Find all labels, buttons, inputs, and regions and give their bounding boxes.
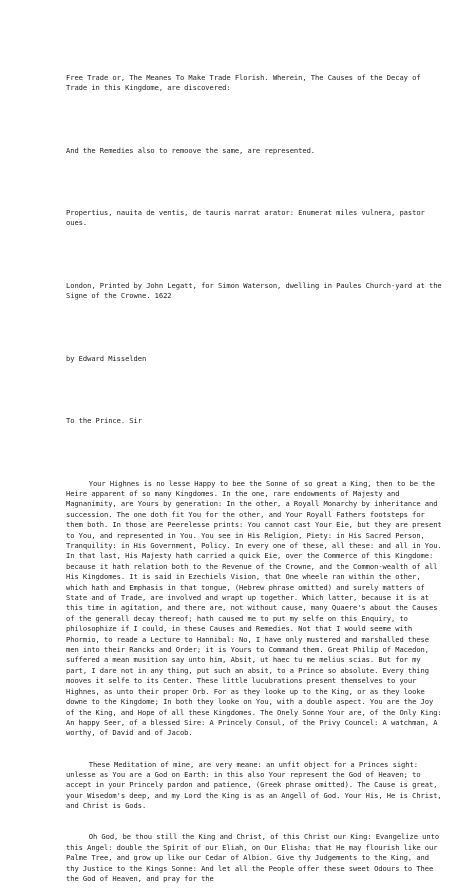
title-text: Free Trade or, The Meanes To Make Trade Florish. Wherein, The Causes of the Decay of Trade in this Kingdome, are discovered:: [66, 72, 425, 93]
dedication-heading: To the Prince. Sir: [66, 416, 142, 426]
author-line: by Edward Misselden: [66, 353, 147, 363]
spacer: [66, 385, 444, 395]
imprint-text: London, Printed by John Legatt, for Simon Waterson, dwelling in Paules Church-yard at the Signe of the Crowne. 1622: [66, 280, 446, 301]
subtitle-text: And the Remedies also to remoove the same, are represented.: [66, 145, 316, 155]
body-paragraph: Oh God, be thou still the King and Christ, of this Christ our King: Evangelize unto this Angel: double the Spirit of our Eliah, on Our Elisha: that He may flourish like our Palme Tree, and grow up like our Cedar of Albion. Give thy Judgements to the King, and thy Justice to the Kings Sonne: And let all the People offer these sweet Odours to Thee the God of Heaven, and pray for the: [66, 832, 444, 883]
spacer: [66, 114, 444, 124]
body-paragraph: Your Highnes is no lesse Happy to bee the Sonne of so great a King, then to be the Heire apparent of so many Kingdomes. In the one, rare endowments of Majesty and Magnanimity, are Yours by generation: In the other, a Royall Monarchy by inheritance and succession. The one doth fit You for the other, and Your Royall Fathers footsteps for them both. In those are Peerelesse prints: You cannot cast Your Eie, but they are present to You, and represented in You. You see in His Religion, Piety: in His Sacred Person, Tranquility: in His Government, Policy. In every one of these, all these: and all in You. In that last, His Majesty hath carried a quick Eie, over the Commerce of this Kingdome: because it hath relation both to the Revenue of the Crowne, and the Common-wealth of all His Kingdomes. It is said in Ezechiels Vision, that One wheele ran within the other, which hath and Emphasis in that tongue, (Hebrew phrase omitted) and surely matters of State and of Trade, are involved and wrapt up together. Which latter, because it is at this time in agitation, and there are, not without cause, many Quaere's about the Causes of the generall decay thereof; hath caused me to put my selfe on this Enquiry, to philosophize if I could, in these Causes and Remedies. Not that I would seeme with Phormio, to reade a Lecture to Hannibal: No, I have only mustered and marshalled these men into their Rancks and Order; it is Yours to Command them. Great Philip of Macedon, suffered a mean musition say unto him, Absit, ut haec tu me melius scias. But for my part, I dare not in any thing, put such an absit, to a Prince so absolute. Every thing mooves it selfe to its Center. These little lucubrations present themselves to your Highnes, as unto their proper Orb. For as they looke up to the King, or as they looke downe to the Kingdome; In both they looke on You, with a double aspect. You are the Joy of the King, and Hope of all these Kingdomes. The Onely Sonne Your are, of the Only King: An happy Seer, of a blessed Sire: A Princely Consul, of the Privy Councel: A watchman, A worthy, of David and of Jacob.: [66, 478, 446, 738]
spacer: [66, 323, 444, 333]
spacer: [66, 447, 444, 457]
spacer: [66, 177, 444, 187]
body-paragraph: These Meditation of mine, are very meane: an unfit object for a Princes sight: unlesse as You are a God on Earth: in this also Your represent the God of Heaven; to accept in your Princely pardon and patience, (Greek phrase omitted). The Cause is great, your Wisedom's deep, and my Lord the King is as an Angell of God. Your His, He is Christ, and Christ is Gods.: [66, 759, 446, 811]
spacer: [66, 250, 444, 260]
epigraph-text: Propertius, nauita de ventis, de tauris narrat arator: Enumerat miles vulnera, pastor oues.: [66, 208, 430, 228]
